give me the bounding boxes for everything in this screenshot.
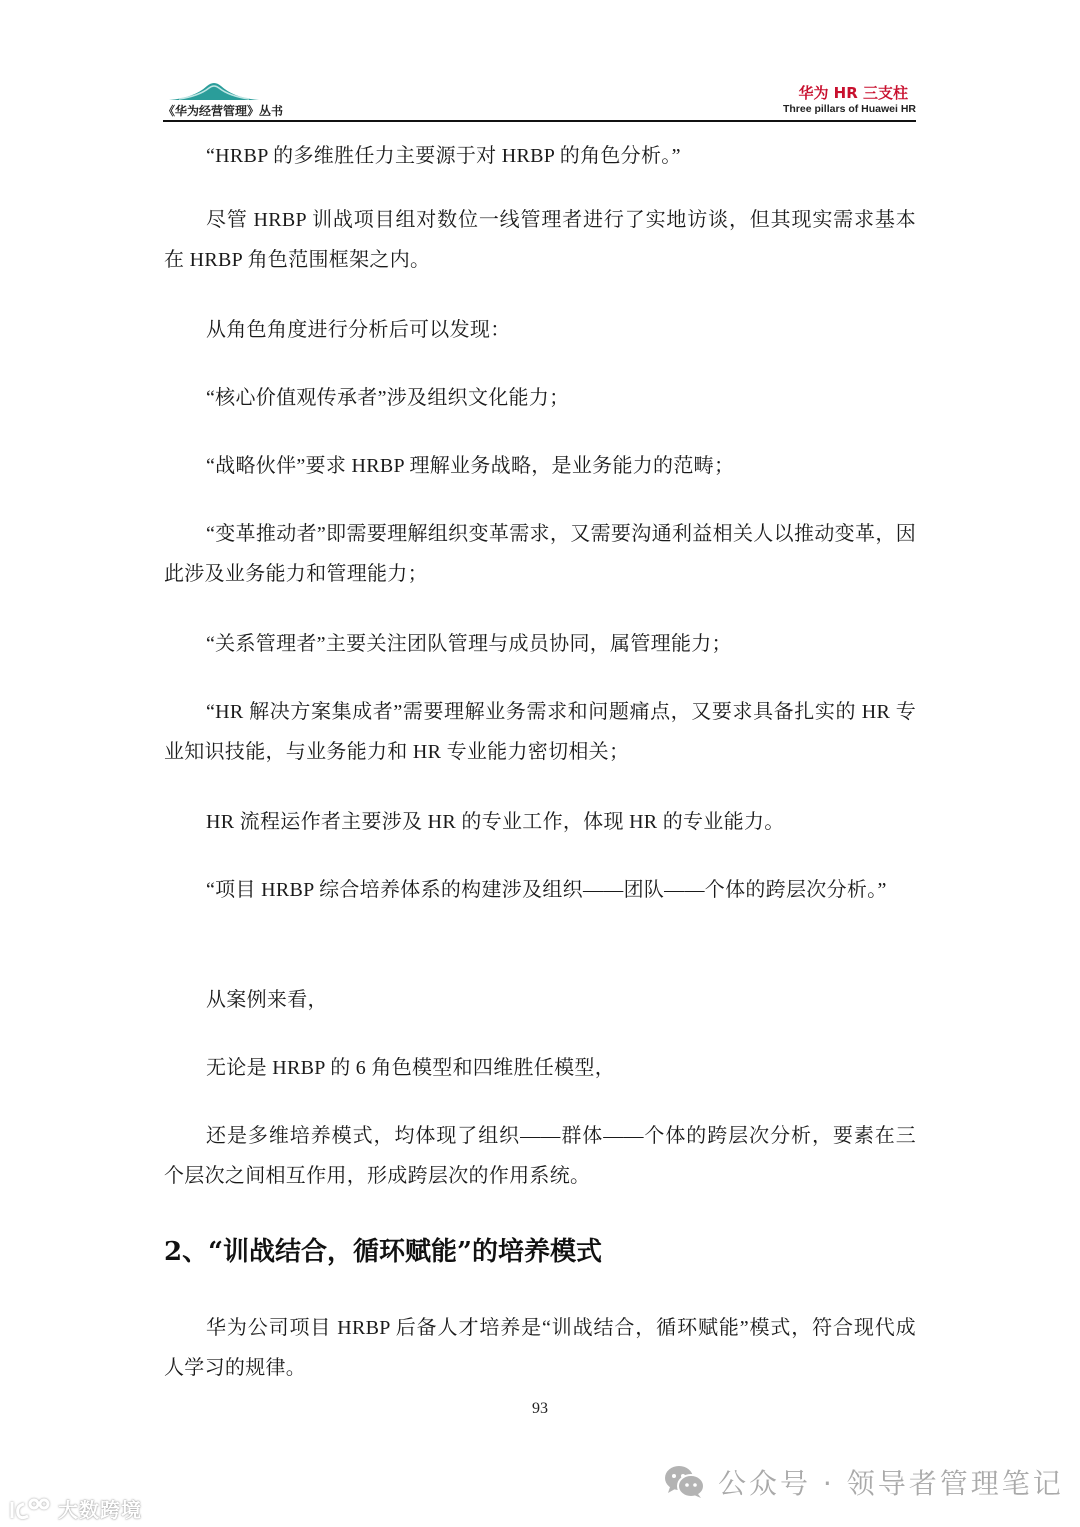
book-series-title: 《华为经营管理》丛书 [163, 104, 284, 118]
wechat-icon [664, 1465, 706, 1499]
paragraph: “变革推动者”即需要理解组织变革需求，又需要沟通利益相关人以推动变革，因此涉及业务能力和管理能力； [164, 523, 916, 585]
page-header [163, 70, 916, 120]
paragraph: 无论是 HRBP 的 6 角色模型和四维胜任模型， [206, 1057, 616, 1079]
100-logo-icon [8, 1496, 52, 1522]
watermark-right-text: 公众号 · 领导者管理笔记 [718, 1467, 1064, 1500]
paragraph: “关系管理者”主要关注团队管理与成员协同，属管理能力； [206, 633, 732, 655]
brand-title-en: Three pillars of Huawei HR [782, 103, 916, 115]
paragraph: “HRBP 的多维胜任力主要源于对 HRBP 的角色分析。” [206, 145, 681, 167]
paragraph: 尽管 HRBP 训战项目组对数位一线管理者进行了实地访谈，但其现实需求基本在 HRBP 角色范围框架之内。 [164, 209, 916, 271]
paragraph: “项目 HRBP 综合培养体系的构建涉及组织——团队——个体的跨层次分析。” [206, 879, 887, 901]
paragraph: HR 流程运作者主要涉及 HR 的专业工作，体现 HR 的专业能力。 [206, 811, 785, 833]
section-heading: 2、“训战结合，循环赋能”的培养模式 [164, 1237, 603, 1267]
header-divider [163, 120, 916, 122]
watermark-left [8, 1494, 142, 1523]
paragraph: 华为公司项目 HRBP 后备人才培养是“训战结合，循环赋能”模式，符合现代成人学习的规律。 [164, 1317, 916, 1379]
header-brand [783, 84, 916, 116]
paragraph: 从案例来看， [206, 989, 328, 1011]
paragraph: “核心价值观传承者”涉及组织文化能力； [206, 387, 570, 409]
paragraph: “HR 解决方案集成者”需要理解业务需求和问题痛点，又要求具备扎实的 HR 专业知识技能，与业务能力和 HR 专业能力密切相关； [164, 701, 916, 763]
page-number: 93 [532, 1400, 548, 1417]
watermark-left-text: 大数跨境 [58, 1498, 142, 1522]
mountain-logo-icon [169, 78, 259, 102]
paragraph: 从角色角度进行分析后可以发现： [206, 319, 511, 341]
watermark-right [664, 1462, 1064, 1502]
paragraph: “战略伙伴”要求 HRBP 理解业务战略，是业务能力的范畴； [206, 455, 735, 477]
paragraph: 还是多维培养模式，均体现了组织——群体——个体的跨层次分析，要素在三个层次之间相互作用，形成跨层次的作用系统。 [164, 1125, 916, 1187]
brand-title-cn: 华为 HR 三支柱 [798, 84, 908, 102]
